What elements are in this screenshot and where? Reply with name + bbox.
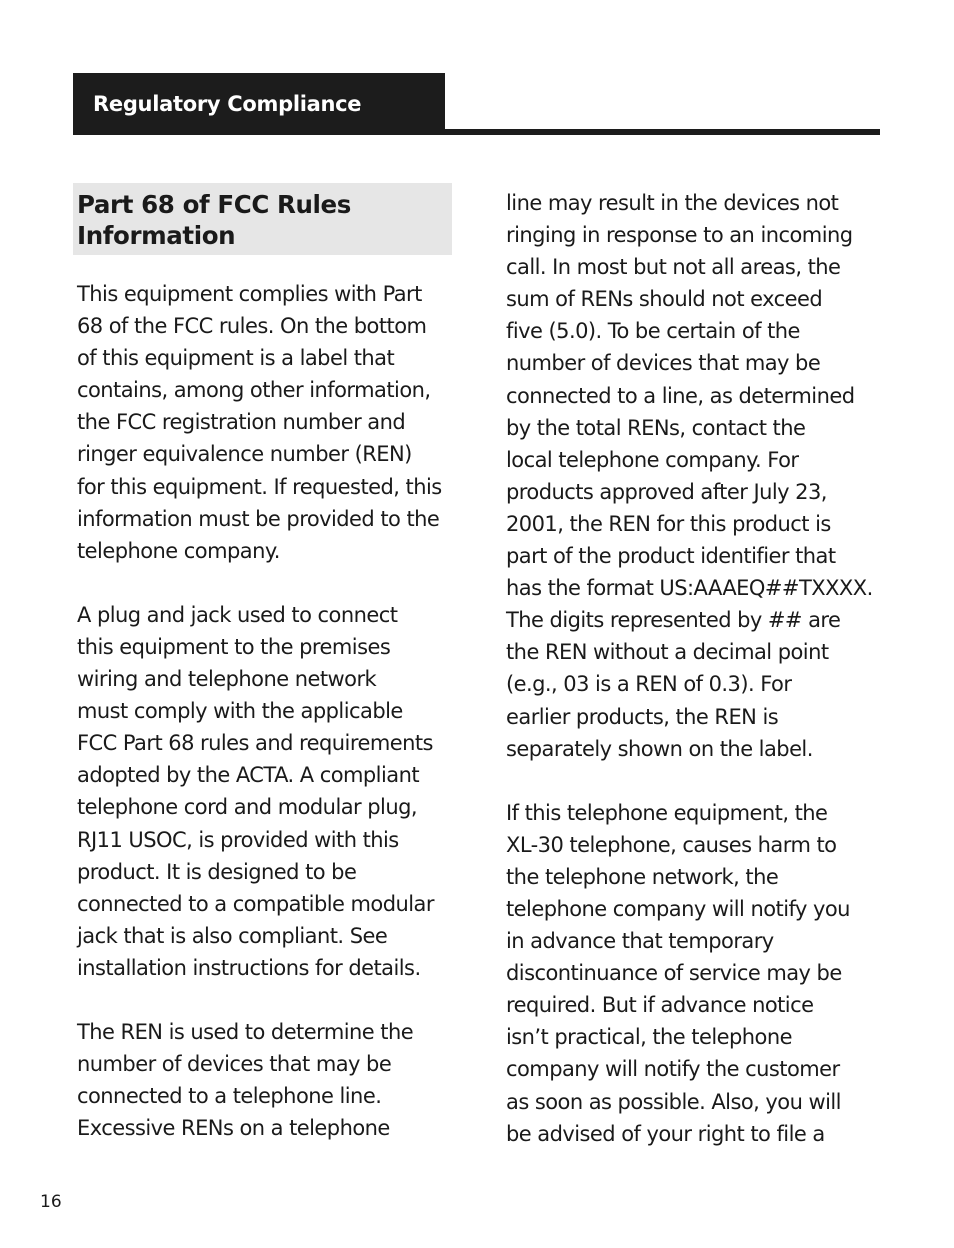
text-line: this equipment to the premises <box>77 634 391 659</box>
text-line: call. In most but not all areas, the <box>506 255 841 280</box>
text-line: in advance that temporary <box>506 929 774 954</box>
text-line: earlier products, the REN is <box>506 704 779 729</box>
text-line: product. It is designed to be <box>77 859 357 884</box>
section-title-line: Part 68 of FCC Rules <box>77 190 351 219</box>
text-line: sum of RENs should not exceed <box>506 287 823 312</box>
text-line: isn’t practical, the telephone <box>506 1025 792 1050</box>
left-column <box>77 278 452 1176</box>
right-column <box>506 187 882 1182</box>
text-line: must comply with the applicable <box>77 699 403 724</box>
text-line: as soon as possible. Also, you will <box>506 1089 841 1114</box>
text-line: by the total RENs, contact the <box>506 415 806 440</box>
text-line: part of the product identifier that <box>506 544 836 569</box>
body-paragraph <box>77 278 452 567</box>
text-line: for this equipment. If requested, this <box>77 474 442 499</box>
text-line: be advised of your right to file a <box>506 1121 825 1146</box>
page-number: 16 <box>40 1192 62 1212</box>
text-line: the REN without a decimal point <box>506 640 829 665</box>
text-line: connected to a telephone line. <box>77 1084 382 1109</box>
text-line: A plug and jack used to connect <box>77 602 398 627</box>
text-line: the telephone network, the <box>506 864 779 889</box>
text-line: connected to a compatible modular <box>77 891 434 916</box>
text-line: 68 of the FCC rules. On the bottom <box>77 314 427 339</box>
text-line: the FCC registration number and <box>77 410 406 435</box>
text-line: Excessive RENs on a telephone <box>77 1116 390 1141</box>
text-line: company will notify the customer <box>506 1057 840 1082</box>
text-line: has the format US:AAAEQ##TXXXX. <box>506 576 873 601</box>
section-title <box>77 189 448 251</box>
text-line: connected to a line, as determined <box>506 383 855 408</box>
text-line: (e.g., 03 is a REN of 0.3). For <box>506 672 792 697</box>
text-line: contains, among other information, <box>77 378 431 403</box>
section-title-band <box>73 183 452 255</box>
text-line: five (5.0). To be certain of the <box>506 319 800 344</box>
text-line: number of devices that may be <box>77 1052 392 1077</box>
section-header-tab <box>73 73 445 135</box>
text-line: required. But if advance notice <box>506 993 814 1018</box>
text-line: ringer equivalence number (REN) <box>77 442 412 467</box>
text-line: local telephone company. For <box>506 447 799 472</box>
body-paragraph <box>506 797 882 1150</box>
section-title-line: Information <box>77 221 236 250</box>
text-line: of this equipment is a label that <box>77 346 395 371</box>
text-line: number of devices that may be <box>506 351 821 376</box>
text-line: telephone company will notify you <box>506 896 850 921</box>
text-line: jack that is also compliant. See <box>77 923 388 948</box>
text-line: line may result in the devices not <box>506 191 839 215</box>
text-line: wiring and telephone network <box>77 667 377 692</box>
body-paragraph <box>77 599 452 984</box>
text-line: The REN is used to determine the <box>77 1019 414 1044</box>
text-line: XL-30 telephone, causes harm to <box>506 832 837 857</box>
header-rule <box>445 129 880 135</box>
text-line: ringing in response to an incoming <box>506 223 853 248</box>
body-paragraph <box>506 187 882 765</box>
text-line: information must be provided to the <box>77 506 440 531</box>
text-line: This equipment complies with Part <box>77 282 422 306</box>
text-line: 2001, the REN for this product is <box>506 511 831 536</box>
text-line: RJ11 USOC, is provided with this <box>77 827 399 852</box>
text-line: The digits represented by ## are <box>506 608 841 633</box>
text-line: telephone cord and modular plug, <box>77 795 417 820</box>
body-paragraph <box>77 1016 452 1144</box>
text-line: separately shown on the label. <box>506 736 813 761</box>
text-line: products approved after July 23, <box>506 479 827 504</box>
text-line: telephone company. <box>77 538 280 563</box>
text-line: adopted by the ACTA. A compliant <box>77 763 420 788</box>
text-line: installation instructions for details. <box>77 955 421 980</box>
text-line: FCC Part 68 rules and requirements <box>77 731 433 756</box>
text-line: If this telephone equipment, the <box>506 800 828 825</box>
header-label: Regulatory Compliance <box>93 92 362 116</box>
text-line: discontinuance of service may be <box>506 961 842 986</box>
